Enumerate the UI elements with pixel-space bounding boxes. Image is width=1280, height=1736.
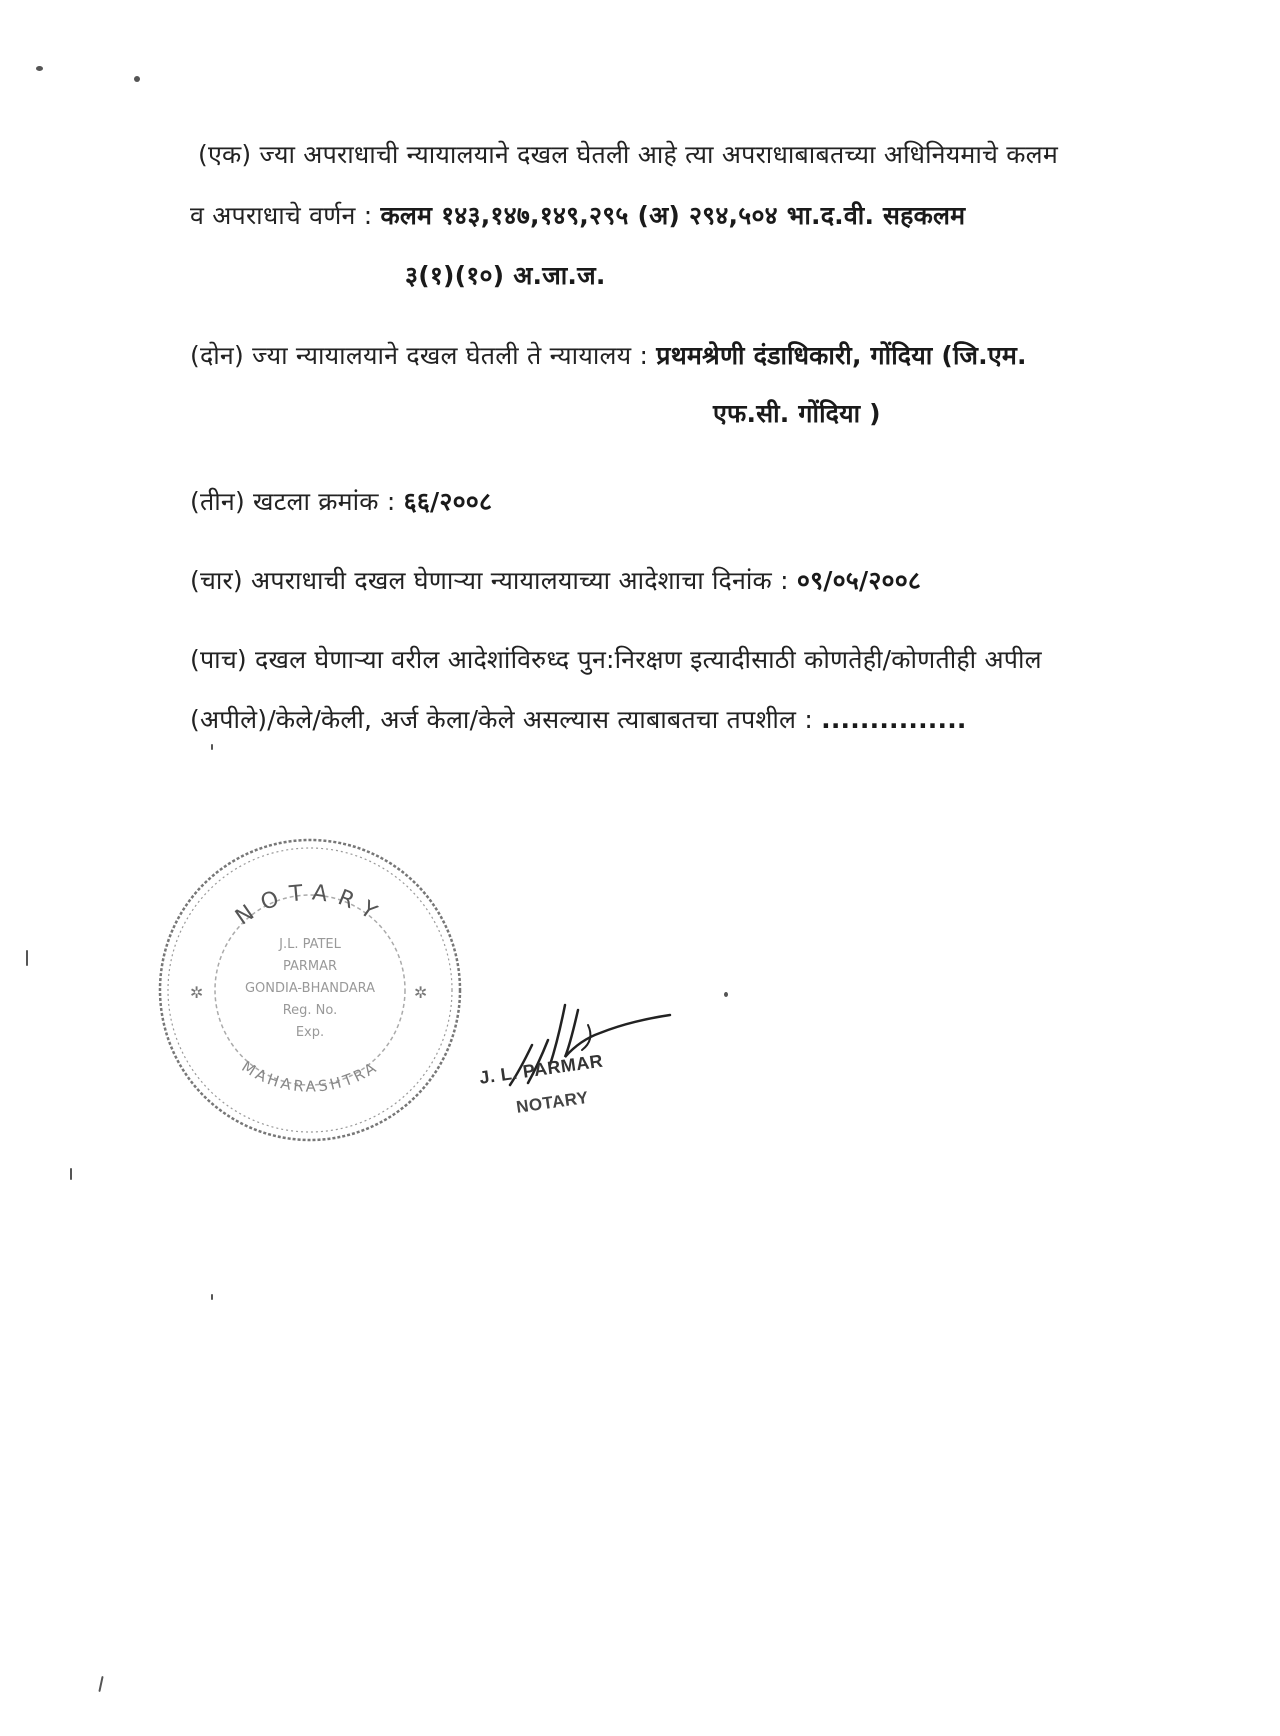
svg-text:MAHARASHTRA xyxy=(238,1057,381,1095)
stamp-inner-line: GONDIA-BHANDARA xyxy=(244,981,376,996)
signatory-title: NOTARY xyxy=(515,1087,590,1117)
stamp-bottom-text: MAHARASHTRA xyxy=(238,1057,382,1096)
item1-line2 xyxy=(190,198,965,232)
stamp-inner-line: PARMAR xyxy=(282,959,338,974)
stamp-inner-line: Reg. No. xyxy=(282,1003,338,1018)
notary-stamp xyxy=(150,830,470,1150)
stamp-inner-line: J.L. PATEL xyxy=(279,937,341,952)
item4-label: (चार) अपराधाची दखल घेणाऱ्या न्यायालयाच्या आदेशाचा दिनांक : xyxy=(190,566,789,595)
item5-label: (अपीले)/केले/केली, अर्ज केला/केले असल्यास त्याबाबतचा तपशील : xyxy=(190,705,813,734)
item3-label: (तीन) खटला क्रमांक : xyxy=(190,487,396,516)
stamp-star-icon: ✲ xyxy=(414,983,428,1002)
scan-speck xyxy=(134,76,140,82)
order-date: ०९/०५/२००८ xyxy=(796,566,922,595)
case-number: ६६/२००८ xyxy=(403,487,493,516)
item5-dots: ............... xyxy=(821,705,967,734)
scan-speck xyxy=(211,1294,213,1300)
scan-speck xyxy=(98,1676,103,1692)
item2-value: प्रथमश्रेणी दंडाधिकारी, गोंदिया (जि.एम. xyxy=(656,341,1027,370)
item3-line xyxy=(190,484,492,518)
item2-label: (दोन) ज्या न्यायालयाने दखल घेतली ते न्यायालय : xyxy=(190,341,649,370)
stamp-star-icon: ✲ xyxy=(190,983,204,1002)
scan-speck xyxy=(70,1168,72,1180)
scan-speck xyxy=(26,950,28,966)
signatory-name: J. L. PARMAR xyxy=(478,1050,605,1088)
scan-speck xyxy=(211,744,213,750)
item4-line xyxy=(190,563,921,597)
svg-text:NOTARY xyxy=(231,880,389,930)
item5-line1: (पाच) दखल घेणाऱ्या वरील आदेशांविरुध्द पुन:निरक्षण इत्यादीसाठी कोणतेही/कोणतीही अपील xyxy=(190,645,1042,674)
item1-value-line2: ३(१)(१०) अ.जा.ज. xyxy=(405,261,606,290)
scan-speck xyxy=(36,66,43,71)
stamp-inner-text xyxy=(245,937,375,1040)
item2-line1 xyxy=(190,338,1027,372)
stamp-top-text: NOTARY xyxy=(231,880,389,931)
scan-speck xyxy=(724,992,728,997)
item2-value-line2: एफ.सी. गोंदिया ) xyxy=(713,399,881,428)
item1-line1: (एक) ज्या अपराधाची न्यायालयाने दखल घेतली आहे त्या अपराधाबाबतच्या अधिनियमाचे कलम xyxy=(198,140,1058,169)
item1-value: कलम १४३,१४७,१४९,२९५ (अ) २९४,५०४ भा.द.वी. सहकलम xyxy=(380,201,966,230)
item1-label: व अपराधाचे वर्णन : xyxy=(190,201,373,230)
stamp-inner-line: Exp. xyxy=(295,1025,325,1040)
item5-line2 xyxy=(190,702,967,736)
